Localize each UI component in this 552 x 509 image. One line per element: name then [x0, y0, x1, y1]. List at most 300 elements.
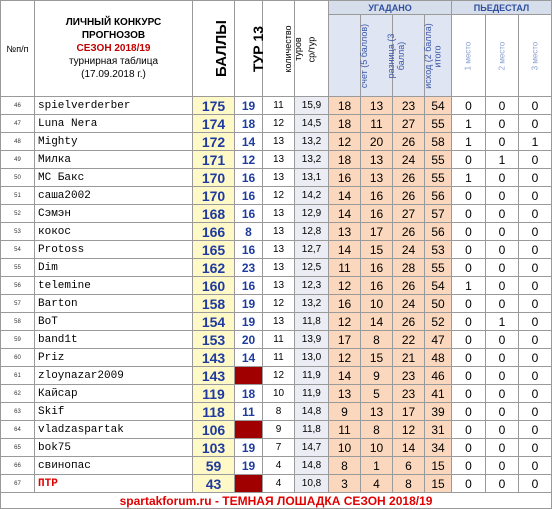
guessed-outcome: 17 — [393, 403, 425, 421]
row-number: 60 — [1, 349, 35, 367]
place1-count: 0 — [452, 241, 486, 259]
points: 162 — [193, 259, 235, 277]
tours-count: 7 — [263, 439, 295, 457]
tours-count: 11 — [263, 349, 295, 367]
player-name: ПТР — [35, 475, 193, 493]
header-total-label: итого — [432, 44, 443, 68]
avg-per-tour: 11,8 — [295, 313, 329, 331]
row-number: 64 — [1, 421, 35, 439]
guessed-total: 54 — [425, 277, 452, 295]
place2-count: 0 — [486, 259, 519, 277]
header-place3-label: 3 место — [530, 41, 540, 71]
guessed-total: 39 — [425, 403, 452, 421]
avg-per-tour: 12,7 — [295, 241, 329, 259]
guessed-score: 14 — [329, 205, 361, 223]
guessed-outcome: 24 — [393, 151, 425, 169]
place3-count: 0 — [519, 277, 552, 295]
player-name: Luna Nera — [35, 115, 193, 133]
guessed-outcome: 12 — [393, 421, 425, 439]
place1-count: 0 — [452, 349, 486, 367]
guessed-score: 17 — [329, 331, 361, 349]
place3-count: 0 — [519, 421, 552, 439]
place3-count: 0 — [519, 205, 552, 223]
place1-count: 0 — [452, 313, 486, 331]
table-row — [1, 241, 552, 259]
guessed-outcome: 26 — [393, 223, 425, 241]
table-row — [1, 151, 552, 169]
place3-count: 0 — [519, 457, 552, 475]
place2-count: 0 — [486, 457, 519, 475]
player-name: Skif — [35, 403, 193, 421]
guessed-outcome: 26 — [393, 187, 425, 205]
place3-count: 0 — [519, 313, 552, 331]
row-number: 51 — [1, 187, 35, 205]
guessed-diff: 16 — [361, 205, 393, 223]
place1-count: 0 — [452, 223, 486, 241]
guessed-outcome: 14 — [393, 439, 425, 457]
points: 143 — [193, 367, 235, 385]
points: 171 — [193, 151, 235, 169]
place3-count: 0 — [519, 115, 552, 133]
place3-count: 0 — [519, 331, 552, 349]
guessed-score: 14 — [329, 367, 361, 385]
header-npp — [1, 1, 35, 97]
guessed-diff: 17 — [361, 223, 393, 241]
player-name: bok75 — [35, 439, 193, 457]
place1-count: 0 — [452, 403, 486, 421]
place2-count: 0 — [486, 475, 519, 493]
guessed-diff: 11 — [361, 115, 393, 133]
guessed-diff: 5 — [361, 385, 393, 403]
title-line1: ЛИЧНЫЙ КОНКУРС — [65, 17, 162, 28]
header-guessed-label: УГАДАНО — [368, 2, 412, 13]
tours-count: 4 — [263, 475, 295, 493]
guessed-total: 53 — [425, 241, 452, 259]
tour-points: 16 — [235, 169, 263, 187]
place3-count: 0 — [519, 439, 552, 457]
header-score — [329, 15, 369, 97]
tours-count: 13 — [263, 205, 295, 223]
guessed-diff: 10 — [361, 295, 393, 313]
place2-count: 0 — [486, 277, 519, 295]
place2-count: 0 — [486, 187, 519, 205]
player-name: Кайсар — [35, 385, 193, 403]
place2-count: 0 — [486, 223, 519, 241]
place1-count: 0 — [452, 331, 486, 349]
avg-per-tour: 13,0 — [295, 349, 329, 367]
place1-count: 0 — [452, 187, 486, 205]
guessed-score: 18 — [329, 97, 361, 115]
guessed-outcome: 26 — [393, 133, 425, 151]
guessed-total: 15 — [425, 475, 452, 493]
avg-per-tour: 14,2 — [295, 187, 329, 205]
avg-per-tour: 12,9 — [295, 205, 329, 223]
place3-count: 0 — [519, 241, 552, 259]
guessed-total: 55 — [425, 115, 452, 133]
row-number: 67 — [1, 475, 35, 493]
tours-count: 4 — [263, 457, 295, 475]
points: 143 — [193, 349, 235, 367]
place3-count: 0 — [519, 295, 552, 313]
table-row — [1, 385, 552, 403]
avg-per-tour: 14,7 — [295, 439, 329, 457]
place1-count: 0 — [452, 385, 486, 403]
place2-count: 0 — [486, 169, 519, 187]
place1-count: 0 — [452, 457, 486, 475]
table-row — [1, 475, 552, 493]
header-place2 — [486, 15, 519, 97]
guessed-score: 3 — [329, 475, 361, 493]
header-npp-label: №п/п — [6, 43, 29, 54]
avg-per-tour: 11,9 — [295, 367, 329, 385]
avg-per-tour: 13,2 — [295, 151, 329, 169]
points: 170 — [193, 169, 235, 187]
table-row — [1, 133, 552, 151]
table-label: турнирная таблица — [68, 56, 159, 67]
table-row — [1, 457, 552, 475]
table-row — [1, 169, 552, 187]
guessed-score: 11 — [329, 421, 361, 439]
guessed-diff: 9 — [361, 367, 393, 385]
guessed-outcome: 27 — [393, 205, 425, 223]
header-outcome-label: исход (2 балла) — [423, 22, 433, 89]
player-name: vladzaspartak — [35, 421, 193, 439]
tours-count: 12 — [263, 187, 295, 205]
place2-count: 0 — [486, 133, 519, 151]
footer-caption — [1, 493, 552, 509]
guessed-total: 41 — [425, 385, 452, 403]
guessed-total: 48 — [425, 349, 452, 367]
place2-count: 0 — [486, 349, 519, 367]
player-name: кокос — [35, 223, 193, 241]
place2-count: 1 — [486, 313, 519, 331]
guessed-diff: 1 — [361, 457, 393, 475]
guessed-score: 10 — [329, 439, 361, 457]
guessed-score: 12 — [329, 313, 361, 331]
avg-per-tour: 11,8 — [295, 421, 329, 439]
row-number: 65 — [1, 439, 35, 457]
guessed-total: 34 — [425, 439, 452, 457]
guessed-diff: 13 — [361, 97, 393, 115]
row-number: 49 — [1, 151, 35, 169]
tour-points: 19 — [235, 97, 263, 115]
points: 175 — [193, 97, 235, 115]
tours-count: 13 — [263, 133, 295, 151]
guessed-total: 52 — [425, 313, 452, 331]
row-number: 47 — [1, 115, 35, 133]
tour-points: 16 — [235, 205, 263, 223]
row-number: 48 — [1, 133, 35, 151]
header-balls — [193, 1, 235, 97]
player-name: Mighty — [35, 133, 193, 151]
place2-count: 0 — [486, 367, 519, 385]
row-number: 53 — [1, 223, 35, 241]
place3-count: 0 — [519, 385, 552, 403]
place2-count: 0 — [486, 115, 519, 133]
points: 103 — [193, 439, 235, 457]
table-row — [1, 439, 552, 457]
tour-points: 19 — [235, 295, 263, 313]
points: 154 — [193, 313, 235, 331]
guessed-score: 12 — [329, 133, 361, 151]
guessed-diff: 13 — [361, 403, 393, 421]
place3-count: 0 — [519, 187, 552, 205]
place3-count: 0 — [519, 475, 552, 493]
place2-count: 1 — [486, 151, 519, 169]
place3-count: 0 — [519, 403, 552, 421]
header-tours-count-label: количество туров — [283, 24, 303, 73]
row-number: 58 — [1, 313, 35, 331]
table-row — [1, 295, 552, 313]
guessed-total: 58 — [425, 133, 452, 151]
tours-count: 10 — [263, 385, 295, 403]
tour-points — [235, 475, 263, 493]
header-podium — [452, 1, 552, 15]
table-row — [1, 205, 552, 223]
guessed-score: 16 — [329, 169, 361, 187]
place3-count: 0 — [519, 97, 552, 115]
tour-points: 16 — [235, 277, 263, 295]
player-name: Protoss — [35, 241, 193, 259]
points: 106 — [193, 421, 235, 439]
table-row — [1, 331, 552, 349]
guessed-total: 47 — [425, 331, 452, 349]
tour-points: 8 — [235, 223, 263, 241]
guessed-score: 11 — [329, 259, 361, 277]
avg-per-tour: 13,9 — [295, 331, 329, 349]
guessed-diff: 20 — [361, 133, 393, 151]
header-place2-label: 2 место — [497, 41, 507, 71]
guessed-diff: 14 — [361, 313, 393, 331]
points: 160 — [193, 277, 235, 295]
row-number: 52 — [1, 205, 35, 223]
player-name: MC Бакс — [35, 169, 193, 187]
guessed-outcome: 28 — [393, 259, 425, 277]
guessed-score: 18 — [329, 151, 361, 169]
guessed-total: 46 — [425, 367, 452, 385]
tours-count: 12 — [263, 115, 295, 133]
player-name: свинопас — [35, 457, 193, 475]
avg-per-tour: 13,1 — [295, 169, 329, 187]
row-number: 56 — [1, 277, 35, 295]
place1-count: 0 — [452, 367, 486, 385]
guessed-score: 9 — [329, 403, 361, 421]
row-number: 57 — [1, 295, 35, 313]
row-number: 50 — [1, 169, 35, 187]
player-name: band1t — [35, 331, 193, 349]
guessed-score: 8 — [329, 457, 361, 475]
row-number: 55 — [1, 259, 35, 277]
tour-points: 12 — [235, 151, 263, 169]
place3-count: 0 — [519, 349, 552, 367]
header-tour-label: ТУР 13 — [250, 25, 267, 72]
header-place3 — [519, 15, 552, 97]
player-name: саша2002 — [35, 187, 193, 205]
guessed-total: 57 — [425, 205, 452, 223]
guessed-outcome: 27 — [393, 115, 425, 133]
guessed-outcome: 6 — [393, 457, 425, 475]
guessed-total: 55 — [425, 259, 452, 277]
table-row — [1, 421, 552, 439]
tours-count: 9 — [263, 421, 295, 439]
tour-points: 16 — [235, 241, 263, 259]
tour-points — [235, 421, 263, 439]
guessed-outcome: 23 — [393, 385, 425, 403]
points: 59 — [193, 457, 235, 475]
player-name: Barton — [35, 295, 193, 313]
place1-count: 0 — [452, 421, 486, 439]
table-row — [1, 259, 552, 277]
guessed-score: 12 — [329, 349, 361, 367]
guessed-score: 13 — [329, 385, 361, 403]
tours-count: 12 — [263, 295, 295, 313]
season-label: СЕЗОН 2018/19 — [76, 43, 151, 54]
guessed-outcome: 26 — [393, 313, 425, 331]
tour-points: 19 — [235, 439, 263, 457]
place2-count: 0 — [486, 331, 519, 349]
tours-count: 13 — [263, 259, 295, 277]
place3-count: 0 — [519, 169, 552, 187]
title-line2: ПРОГНОЗОВ — [81, 30, 146, 41]
avg-per-tour: 12,5 — [295, 259, 329, 277]
guessed-outcome: 22 — [393, 331, 425, 349]
table-date: (17.09.2018 г.) — [81, 69, 146, 80]
guessed-diff: 15 — [361, 241, 393, 259]
tour-points: 14 — [235, 133, 263, 151]
guessed-diff: 10 — [361, 439, 393, 457]
place1-count: 1 — [452, 133, 486, 151]
guessed-total: 55 — [425, 151, 452, 169]
avg-per-tour: 12,8 — [295, 223, 329, 241]
tours-count: 13 — [263, 241, 295, 259]
guessed-total: 50 — [425, 295, 452, 313]
guessed-outcome: 23 — [393, 367, 425, 385]
points: 165 — [193, 241, 235, 259]
place1-count: 0 — [452, 259, 486, 277]
tour-points — [235, 367, 263, 385]
row-number: 61 — [1, 367, 35, 385]
row-number: 59 — [1, 331, 35, 349]
row-number: 54 — [1, 241, 35, 259]
footer-text: spartakforum.ru - ТЕМНАЯ ЛОШАДКА СЕЗОН 2018/19 — [119, 493, 433, 508]
header-score-label: счет (5 баллов) — [359, 23, 369, 88]
tour-points: 19 — [235, 457, 263, 475]
header-balls-label: БАЛЛЫ — [212, 20, 230, 77]
place1-count: 1 — [452, 115, 486, 133]
guessed-score: 14 — [329, 187, 361, 205]
points: 153 — [193, 331, 235, 349]
guessed-total: 31 — [425, 421, 452, 439]
avg-per-tour: 13,2 — [295, 295, 329, 313]
guessed-outcome: 23 — [393, 97, 425, 115]
tour-points: 18 — [235, 385, 263, 403]
place3-count: 1 — [519, 133, 552, 151]
player-name: telemine — [35, 277, 193, 295]
guessed-score: 13 — [329, 223, 361, 241]
header-place1 — [452, 15, 486, 97]
tours-count: 8 — [263, 403, 295, 421]
place3-count: 0 — [519, 259, 552, 277]
place1-count: 0 — [452, 475, 486, 493]
table-row — [1, 349, 552, 367]
tour-points: 19 — [235, 313, 263, 331]
table-row — [1, 313, 552, 331]
place3-count: 0 — [519, 151, 552, 169]
tours-count: 13 — [263, 151, 295, 169]
guessed-score: 18 — [329, 115, 361, 133]
guessed-total: 56 — [425, 223, 452, 241]
guessed-total: 15 — [425, 457, 452, 475]
points: 170 — [193, 187, 235, 205]
header-place1-label: 1 место — [463, 41, 473, 71]
tour-points: 14 — [235, 349, 263, 367]
place1-count: 1 — [452, 169, 486, 187]
table-row — [1, 187, 552, 205]
header-podium-label: ПЬЕДЕСТАЛ — [473, 2, 530, 13]
guessed-diff: 15 — [361, 349, 393, 367]
place1-count: 0 — [452, 439, 486, 457]
points: 119 — [193, 385, 235, 403]
guessed-diff: 16 — [361, 187, 393, 205]
place2-count: 0 — [486, 385, 519, 403]
tours-count: 13 — [263, 313, 295, 331]
tours-count: 13 — [263, 169, 295, 187]
points: 158 — [193, 295, 235, 313]
avg-per-tour: 10,8 — [295, 475, 329, 493]
table-row — [1, 403, 552, 421]
place2-count: 0 — [486, 295, 519, 313]
table-row — [1, 97, 552, 115]
tour-points: 18 — [235, 115, 263, 133]
player-name: Милка — [35, 151, 193, 169]
avg-per-tour: 12,3 — [295, 277, 329, 295]
table-row — [1, 115, 552, 133]
header-diff-label: разница (3 балла) — [386, 33, 406, 78]
guessed-outcome: 21 — [393, 349, 425, 367]
tour-points: 11 — [235, 403, 263, 421]
guessed-diff: 4 — [361, 475, 393, 493]
tours-count: 13 — [263, 277, 295, 295]
place2-count: 0 — [486, 205, 519, 223]
header-tour — [235, 1, 267, 97]
place2-count: 0 — [486, 439, 519, 457]
tours-count: 13 — [263, 223, 295, 241]
guessed-diff: 8 — [361, 421, 393, 439]
table-row — [1, 367, 552, 385]
avg-per-tour: 14,8 — [295, 403, 329, 421]
place1-count: 0 — [452, 205, 486, 223]
points: 166 — [193, 223, 235, 241]
guessed-outcome: 8 — [393, 475, 425, 493]
player-name: Сэмэн — [35, 205, 193, 223]
row-number: 63 — [1, 403, 35, 421]
place2-count: 0 — [486, 421, 519, 439]
guessed-score: 16 — [329, 295, 361, 313]
place1-count: 1 — [452, 277, 486, 295]
points: 172 — [193, 133, 235, 151]
place1-count: 0 — [452, 151, 486, 169]
avg-per-tour: 14,8 — [295, 457, 329, 475]
guessed-diff: 16 — [361, 277, 393, 295]
avg-per-tour: 11,9 — [295, 385, 329, 403]
header-avg-label: ср/тур — [305, 36, 316, 62]
table-row — [1, 223, 552, 241]
tours-count: 11 — [263, 97, 295, 115]
place3-count: 0 — [519, 367, 552, 385]
guessed-outcome: 24 — [393, 241, 425, 259]
player-name: Priz — [35, 349, 193, 367]
table-title — [35, 1, 193, 97]
